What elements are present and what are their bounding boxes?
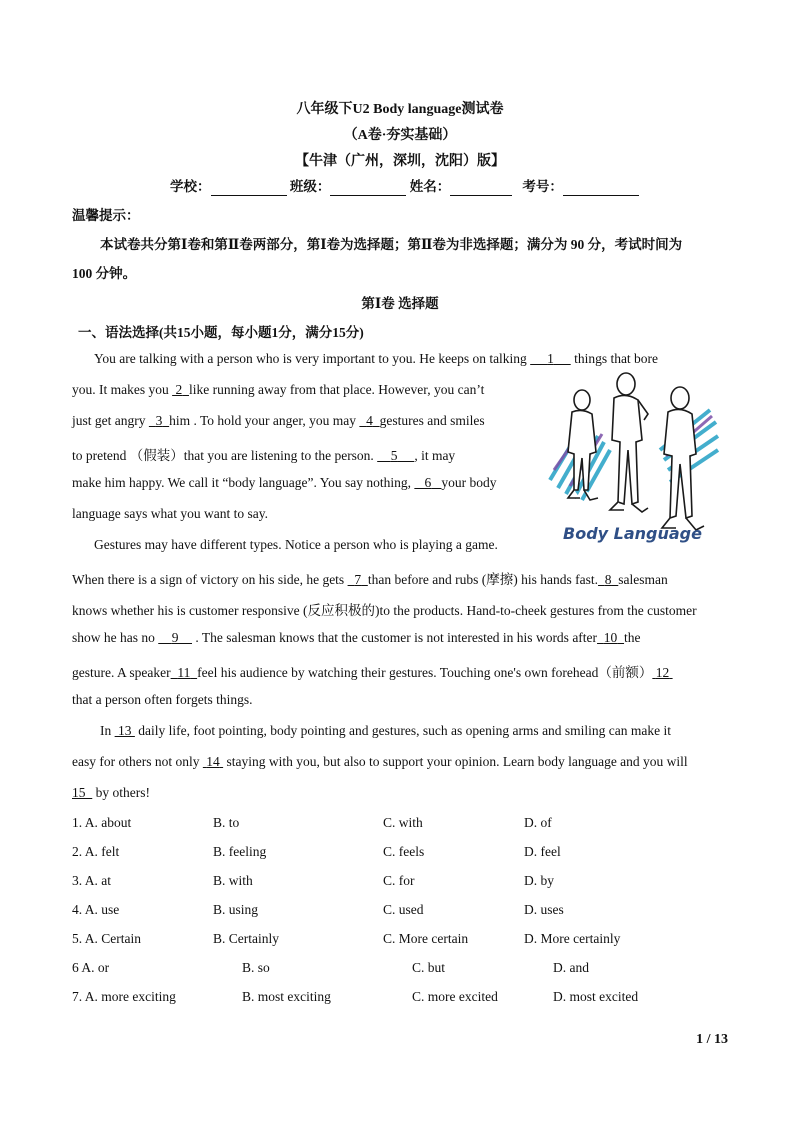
passage-line: When there is a sign of victory on his side, he gets 7 than before and rubs (摩擦) his hands fast. 8 salesman: [72, 572, 668, 587]
class-label: 班级：: [289, 179, 331, 194]
page-number: 1 / 13: [696, 1032, 728, 1047]
option-6a[interactable]: 6 A. or: [72, 960, 110, 975]
passage-line: 15 by others!: [72, 785, 150, 800]
blank-9: 9: [171, 630, 179, 645]
passage-line: just get angry 3 him . To hold your anger, you may 4 gestures and smiles: [72, 413, 485, 428]
passage-line: You are talking with a person who is very important to you. He keeps on talking 1 things that bore: [94, 351, 659, 366]
option-4b[interactable]: B. using: [213, 902, 259, 917]
passage-line: to pretend （假装）that you are listening to the person. 5 , it may: [72, 448, 456, 463]
blank-13: 13: [118, 723, 132, 738]
passage-line: language says what you want to say.: [72, 506, 268, 521]
option-7b[interactable]: B. most exciting: [242, 989, 331, 1004]
blank-15: 15: [72, 785, 86, 800]
option-6b[interactable]: B. so: [242, 960, 270, 975]
blank-10: 10: [603, 630, 618, 645]
school-label: 学校：: [170, 179, 211, 194]
edition-label: 【牛津（广州，深圳，沈阳）版】: [295, 154, 505, 169]
blank-5: 5: [390, 448, 398, 463]
section-title: 第Ⅰ卷 选择题: [361, 296, 439, 311]
page-subtitle: （A卷·夯实基础）: [343, 128, 457, 143]
option-2c[interactable]: C. feels: [383, 844, 425, 859]
option-5c[interactable]: C. More certain: [383, 931, 469, 946]
blank-6: 6: [424, 475, 432, 490]
name-label: 姓名：: [409, 179, 451, 194]
option-3a[interactable]: 3. A. at: [72, 873, 111, 888]
passage-line: easy for others not only 14 staying with you, but also to support your opinion. Learn body language and you will: [72, 754, 688, 769]
option-1c[interactable]: C. with: [383, 815, 423, 830]
option-7d[interactable]: D. most excited: [553, 989, 639, 1004]
passage-line: you. It makes you 2 like running away from that place. However, you can’t: [72, 382, 485, 397]
part-title: 一、语法选择(共15小题，每小题1分，满分15分): [78, 325, 364, 340]
option-4c[interactable]: C. used: [383, 902, 424, 917]
passage-line: gesture. A speaker 11 feel his audience by watching their gestures. Touching one's own forehead（前额） 12: [72, 661, 673, 681]
option-1b[interactable]: B. to: [213, 815, 240, 830]
blank-7: 7: [354, 572, 362, 587]
option-1a[interactable]: 1. A. about: [72, 815, 132, 830]
blank-4: 4: [366, 413, 373, 428]
passage-line: In 13 daily life, foot pointing, body pointing and gestures, such as opening arms and smiling can make it: [100, 723, 672, 738]
blank-12: 12: [655, 665, 670, 680]
option-2a[interactable]: 2. A. felt: [72, 844, 120, 859]
info-fields-row: [170, 175, 639, 196]
option-3c[interactable]: C. for: [383, 873, 415, 888]
option-4d[interactable]: D. uses: [524, 902, 564, 917]
blank-8: 8: [604, 572, 612, 587]
blank-3: 3: [155, 413, 163, 428]
option-6c[interactable]: C. but: [412, 960, 446, 975]
illustration-caption: Body Language: [563, 524, 702, 543]
exam-number-label: 考号：: [522, 179, 563, 194]
option-5b[interactable]: B. Certainly: [213, 931, 279, 946]
passage-line: show he has no 9 . The salesman knows that the customer is not interested in his words after 10 the: [72, 630, 641, 645]
option-5d[interactable]: D. More certainly: [524, 931, 621, 946]
blank-14: 14: [206, 754, 220, 769]
option-6d[interactable]: D. and: [553, 960, 589, 975]
class-blank[interactable]: [330, 179, 406, 196]
passage-line: knows whether his is customer responsive (反应积极的)to the products. Hand-to-cheek gestures from the customer: [72, 603, 697, 618]
option-7a[interactable]: 7. A. more exciting: [72, 989, 176, 1004]
notice-heading: 温馨提示：: [72, 208, 140, 223]
name-blank[interactable]: [450, 179, 512, 196]
blank-1: 1: [547, 351, 554, 366]
option-3b[interactable]: B. with: [213, 873, 253, 888]
option-3d[interactable]: D. by: [524, 873, 554, 888]
passage-line: make him happy. We call it “body language”. You say nothing, 6 your body: [72, 475, 497, 490]
option-1d[interactable]: D. of: [524, 815, 552, 830]
school-blank[interactable]: [211, 179, 287, 196]
option-2b[interactable]: B. feeling: [213, 844, 267, 859]
notice-line-1: 本试卷共分第Ⅰ卷和第Ⅱ卷两部分，第Ⅰ卷为选择题；第Ⅱ卷为非选择题；满分为 90 分，考试时间为: [100, 237, 683, 252]
passage-line: that a person often forgets things.: [72, 692, 253, 707]
body-language-illustration: [540, 370, 720, 545]
option-5a[interactable]: 5. A. Certain: [72, 931, 141, 946]
blank-2: 2: [175, 382, 183, 397]
notice-line-2: 100 分钟。: [72, 266, 137, 281]
option-2d[interactable]: D. feel: [524, 844, 561, 859]
exam-number-blank[interactable]: [563, 179, 639, 196]
blank-11: 11: [177, 665, 191, 680]
page-title: 八年级下U2 Body language测试卷: [296, 102, 504, 117]
passage-line: Gestures may have different types. Notice a person who is playing a game.: [94, 537, 498, 552]
option-4a[interactable]: 4. A. use: [72, 902, 120, 917]
option-7c[interactable]: C. more excited: [412, 989, 498, 1004]
